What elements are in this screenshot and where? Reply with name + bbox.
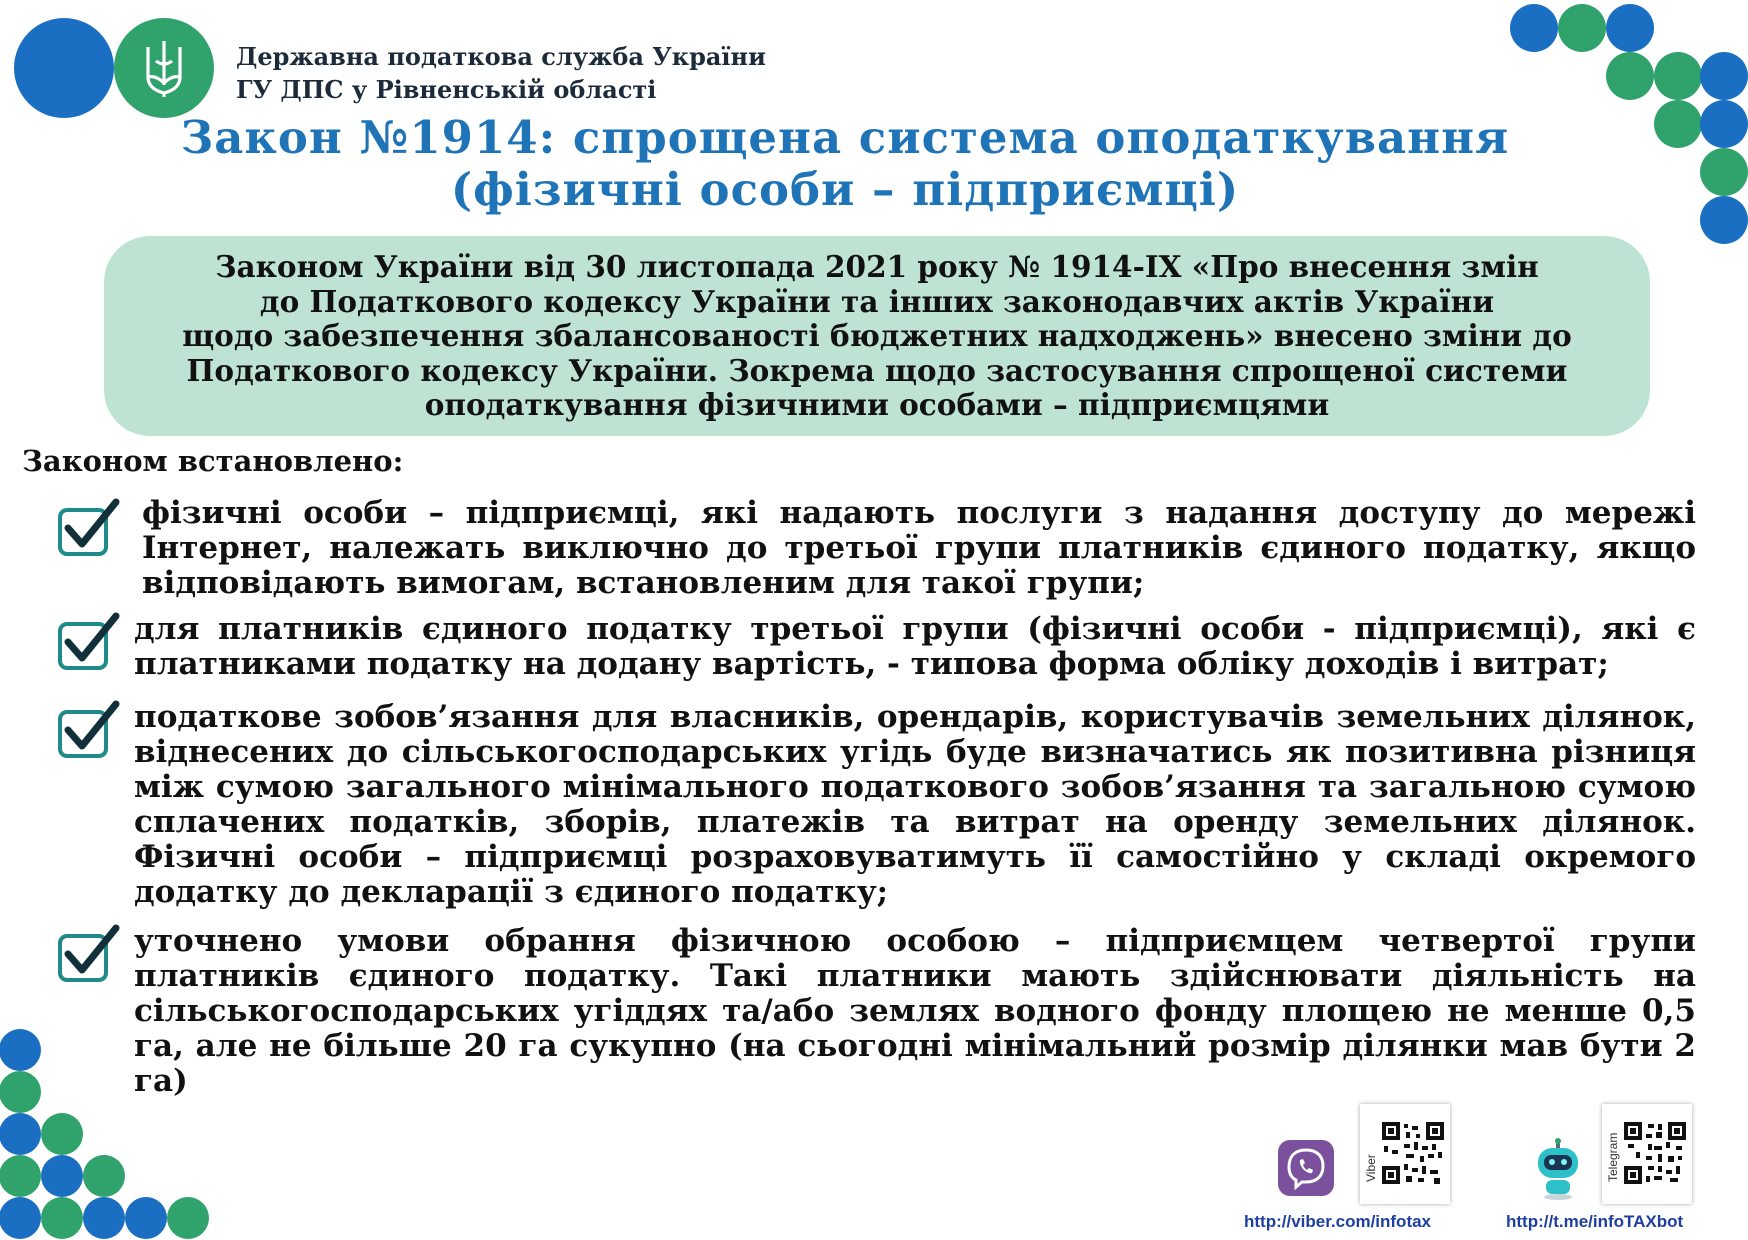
- qr-code-icon: [1382, 1122, 1444, 1184]
- org-line-1: Державна податкова служба України: [236, 42, 766, 71]
- check-icon: [56, 924, 122, 986]
- emblem: [114, 18, 214, 118]
- telegram-qr-card[interactable]: [1602, 1104, 1692, 1204]
- viber-link[interactable]: http://viber.com/infotax: [1244, 1212, 1432, 1231]
- check-icon: [56, 498, 122, 560]
- intro-line: Законом України від 30 листопада 2021 року № 1914-IX «Про внесення змін: [215, 249, 1539, 284]
- title-line-2: (фізичні особи – підприємці): [450, 163, 1240, 216]
- list-item-text: для платників єдиного податку третьої групи (фізичні особи - підприємці), які є платниками податку на додану вартість, - типова форма обліку доходів і витрат;: [134, 611, 1696, 682]
- intro-box: [104, 236, 1650, 436]
- trident-icon: [142, 37, 186, 99]
- organization-name: [236, 40, 766, 106]
- telegram-qr-label: Telegram: [1606, 1132, 1620, 1182]
- intro-line: щодо забезпечення збалансованості бюджетних надходжень» внесено зміни до: [182, 318, 1572, 353]
- bot-icon[interactable]: [1530, 1138, 1586, 1200]
- viber-qr-card[interactable]: [1360, 1104, 1450, 1204]
- qr-code-icon: [1624, 1122, 1686, 1184]
- list-item-text: уточнено умови обрання фізичною особою – підприємцем четвертої групи платників єдиного податку. Такі платники мають здійснювати діяльність на сільськогосподарських угіддях та/або землях водного фонду площею не менше 0,5 га, але не більше 20 га сукупно (на сьогодні мінімальний розмір ділянки мав бути 2 га): [134, 923, 1696, 1099]
- viber-qr-label: Viber: [1364, 1154, 1378, 1182]
- check-icon: [56, 612, 122, 674]
- org-line-2: ГУ ДПС у Рівненській області: [236, 75, 657, 104]
- page-title: [120, 112, 1570, 216]
- intro-line: до Податкового кодексу України та інших законодавчих актів України: [259, 283, 1495, 319]
- viber-icon[interactable]: [1278, 1140, 1334, 1196]
- list-item-text: фізичні особи – підприємці, які надають послуги з надання доступу до мережі Інтернет, належать виключно до третьої групи платників єдиного податку, якщо відповідають вимогам, встановленим для такої групи;: [142, 495, 1696, 601]
- check-icon: [56, 700, 122, 762]
- intro-line: оподаткування фізичними особами – підприємцями: [424, 387, 1330, 422]
- list-item-text: податкове зобов’язання для власників, орендарів, користувачів земельних ділянок, віднесених до сільськогосподарських угідь буде визначатись як позитивна різниця між сумою загального мінімального податкового зобов’язання та загальною сумою сплачених податків, зборів, платежів та витрат на оренду земельних ділянок. Фізичні особи – підприємці розраховуватимуть її самостійно у складі окремого додатку до декларації з єдиного податку;: [134, 699, 1696, 910]
- intro-line: Податкового кодексу України. Зокрема щодо застосування спрощеної системи: [186, 352, 1568, 388]
- title-line-1: Закон №1914: спрощена система оподаткування: [180, 111, 1510, 164]
- established-label: Законом встановлено:: [22, 444, 404, 478]
- telegram-link[interactable]: http://t.me/infoTAXbot: [1506, 1212, 1684, 1231]
